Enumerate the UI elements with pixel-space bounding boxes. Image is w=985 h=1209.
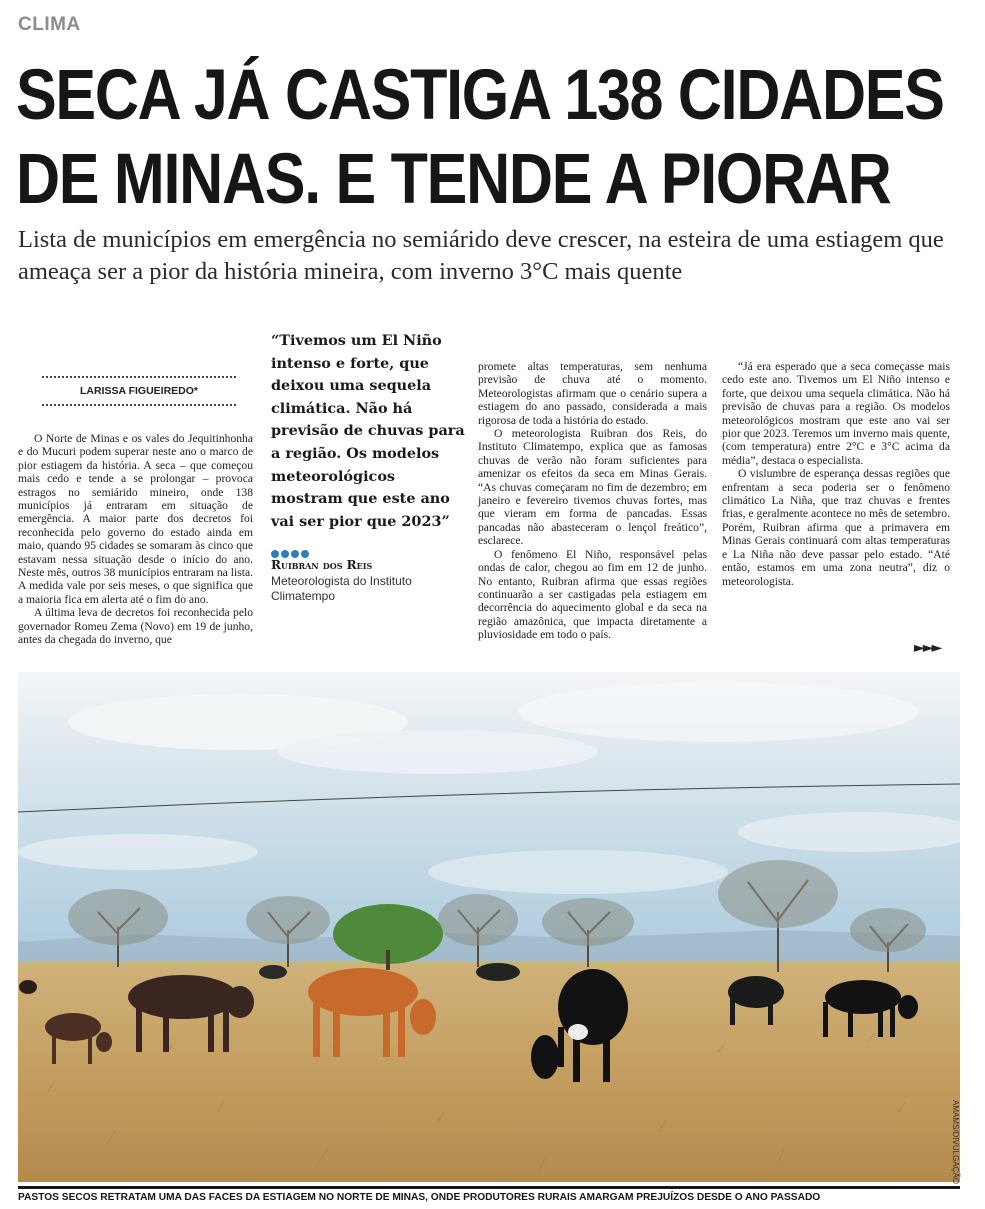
headline-line-1: SECA JÁ CASTIGA 138 CIDADES [16,56,944,135]
paragraph: O meteorologista Ruibran dos Reis, do Instituto Climatempo, explica que as famosas chuvas de verão não foram suficientes para amenizar os efeitos da seca em Minas Gerais. “As chuvas começaram no fim de dezembro; em janeiro e fevereiro tivemos chuvas fortes, mas que vieram em forma de pancadas. Essas pancadas não abasteceram o lençol freático”, esclarece. [478,427,707,548]
headline [16,54,944,222]
byline: LARISSA FIGUEIREDO* [42,376,236,406]
article-column-1 [18,432,253,647]
paragraph: “Já era esperado que a seca começasse mais cedo este ano. Tivemos um El Niño intenso e forte, que deixou uma sequela climática. Não há previsão de chuvas para a região. Os modelos meteorológicos mostram que este ano vai ser pior que 2023. Teremos um inverno mais quente, (com temperatura) entre 2°C e 3°C acima da média”, destaca o especialista. [722,360,950,467]
quote-author: Ruibran dos Reis [271,558,373,573]
dot [291,550,299,558]
dot [301,550,309,558]
photo-caption: PASTOS SECOS RETRATAM UMA DAS FACES DA ESTIAGEM NO NORTE DE MINAS, ONDE PRODUTORES RURAIS AMARGAM PREJUÍZOS DESDE O ANO PASSADO [18,1186,960,1203]
continue-arrow-icon: ►►► [914,640,941,656]
paragraph: O fenômeno El Niño, responsável pelas ondas de calor, chegou ao fim em 12 de junho. No entanto, Ruibran afirma que essas regiões continuarão a ser castigadas pela estiagem em decorrência do aquecimento global e da seca na região amazônica, que impacta diretamente a pluviosidade em todo o país. [478,547,707,642]
article-column-3 [478,360,707,642]
photo-dry-pasture-cattle [18,672,960,1185]
article-column-4 [722,360,950,588]
dot [281,550,289,558]
pull-quote-text: “Tivemos um El Niño intenso e forte, que deixou uma sequela climática. Não há previsão de chuvas para a região. Os modelos meteorológicos mostram que este ano vai ser pior que 2023” [271,332,465,530]
quote-author-role: Meteorologista do Instituto Climatempo [271,574,412,604]
article-photo [18,672,960,1185]
subtitle: Lista de municípios em emergência no semiárido deve crescer, na esteira de uma estiagem que ameaça ser a pior da história mineira, com inverno 3°C mais quente [18,226,944,285]
quote-dots-decoration [271,545,466,555]
paragraph: A última leva de decretos foi reconhecida pelo governador Romeu Zema (Novo) em 19 de junho, antes da chegada do inverno, que [18,606,253,647]
dot [271,550,279,558]
pull-quote [266,320,466,638]
paragraph: O Norte de Minas e os vales do Jequitinhonha e do Mucuri podem superar neste ano o marco de pior estiagem da história. A seca – que começou mais cedo e tende a se prolongar – provoca estragos no semiárido mineiro, onde 138 municípios já entraram em situação de emergência. A maior parte dos decretos foi reconhecida pelo governo do estado ainda em maio, quando 95 cidades se somaram às cinco que estavam nessa situação desde o início do ano. Neste mês, outros 38 municípios entraram na lista. A medida vale por seis meses, o que significa que a maioria fica em alerta até o fim do ano. [18,432,253,606]
headline-line-2: DE MINAS. E TENDE A PIORAR [16,140,891,219]
paragraph: promete altas temperaturas, sem nenhuma previsão de chuva até o momento. Meteorologistas afirmam que o cenário supera a estiagem do ano passado, considerada a mais rigorosa de toda a história do estado. [478,360,707,427]
paragraph: O vislumbre de esperança dessas regiões que enfrentam a seca poderia ser o fenômeno climático La Niña, que traz chuvas e frentes frias, e geralmente acontece no mês de setembro. Porém, Ruibran afirma que a primavera em Minas Gerais continuará com altas temperaturas e La Niña não deve passar pelo estado. “Até então, estamos em uma zona neutra”, diz o meteorologista. [722,467,950,588]
photo-credit: AMAMS/DIVULGAÇÃO [951,1100,960,1185]
section-tag: CLIMA [18,14,81,35]
